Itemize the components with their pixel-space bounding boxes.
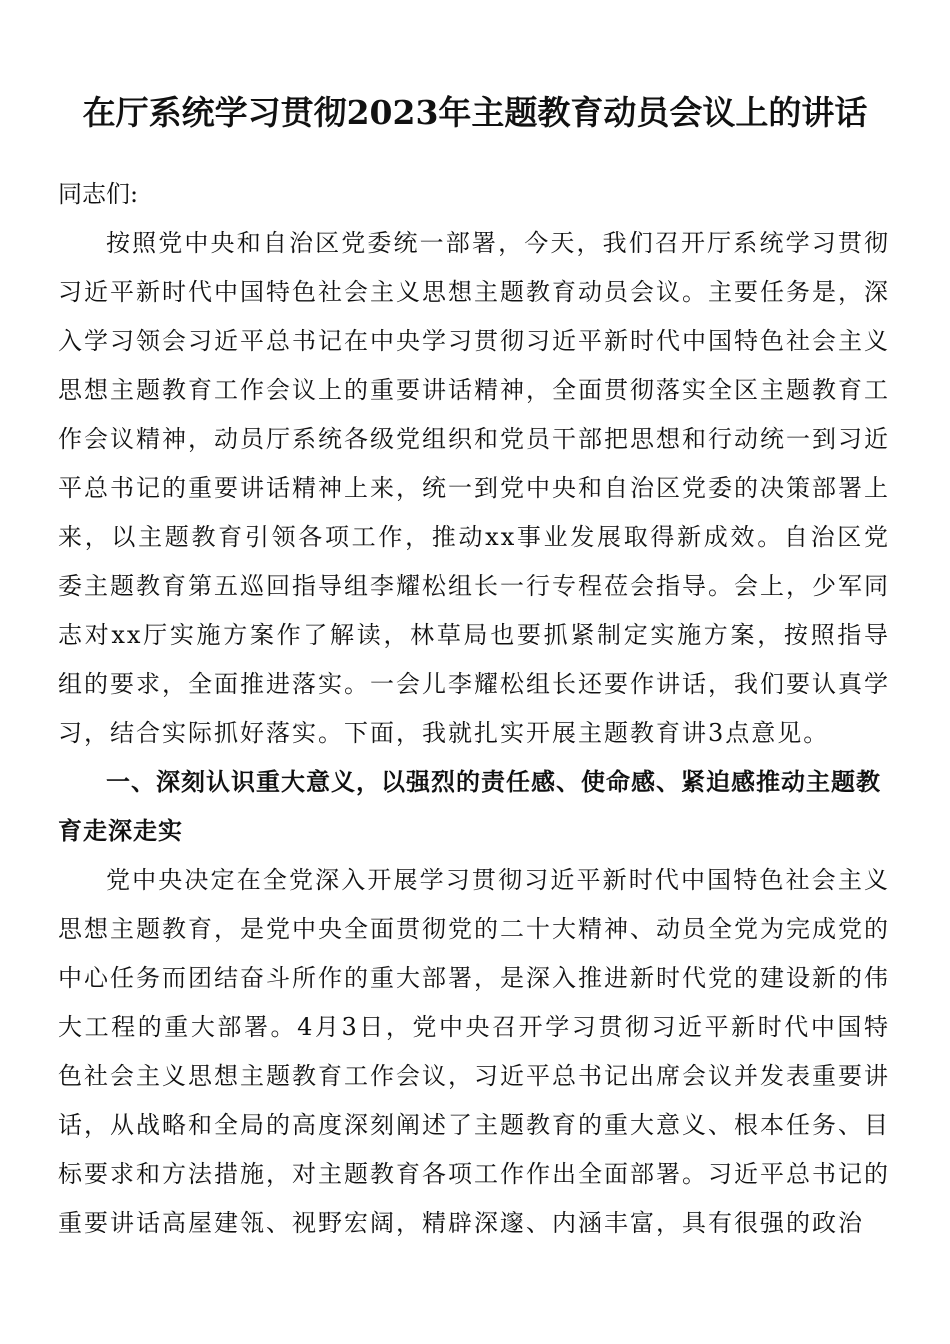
- document-body: [58, 170, 890, 1248]
- intro-paragraph: 按照党中央和自治区党委统一部署，今天，我们召开厅系统学习贯彻习近平新时代中国特色社会主义思想主题教育动员会议。主要任务是，深入学习领会习近平总书记在中央学习贯彻习近平新时代中国特色社会主义思想主题教育工作会议上的重要讲话精神，全面贯彻落实全区主题教育工作会议精神，动员厅系统各级党组织和党员干部把思想和行动统一到习近平总书记的重要讲话精神上来，统一到党中央和自治区党委的决策部署上来，以主题教育引领各项工作，推动xx事业发展取得新成效。自治区党委主题教育第五巡回指导组李耀松组长一行专程莅会指导。会上，少军同志对xx厅实施方案作了解读，林草局也要抓紧制定实施方案，按照指导组的要求，全面推进落实。一会儿李耀松组长还要作讲话，我们要认真学习，结合实际抓好落实。下面，我就扎实开展主题教育讲3点意见。: [58, 229, 890, 747]
- salutation: 同志们:: [58, 180, 139, 208]
- section-paragraph: 党中央决定在全党深入开展学习贯彻习近平新时代中国特色社会主义思想主题教育，是党中央全面贯彻党的二十大精神、动员全党为完成党的中心任务而团结奋斗所作的重大部署，是深入推进新时代党的建设新的伟大工程的重大部署。4月3日，党中央召开学习贯彻习近平新时代中国特色社会主义思想主题教育工作会议，习近平总书记出席会议并发表重要讲话，从战略和全局的高度深刻阐述了主题教育的重大意义、根本任务、目标要求和方法措施，对主题教育各项工作作出全面部署。习近平总书记的重要讲话高屋建瓴、视野宏阔，精辟深邃、内涵丰富，具有很强的政治: [58, 866, 890, 1237]
- section-heading: 一、深刻认识重大意义，以强烈的责任感、使命感、紧迫感推动主题教育走深走实: [58, 768, 881, 845]
- document-title: 在厅系统学习贯彻2023年主题教育动员会议上的讲话: [82, 93, 868, 132]
